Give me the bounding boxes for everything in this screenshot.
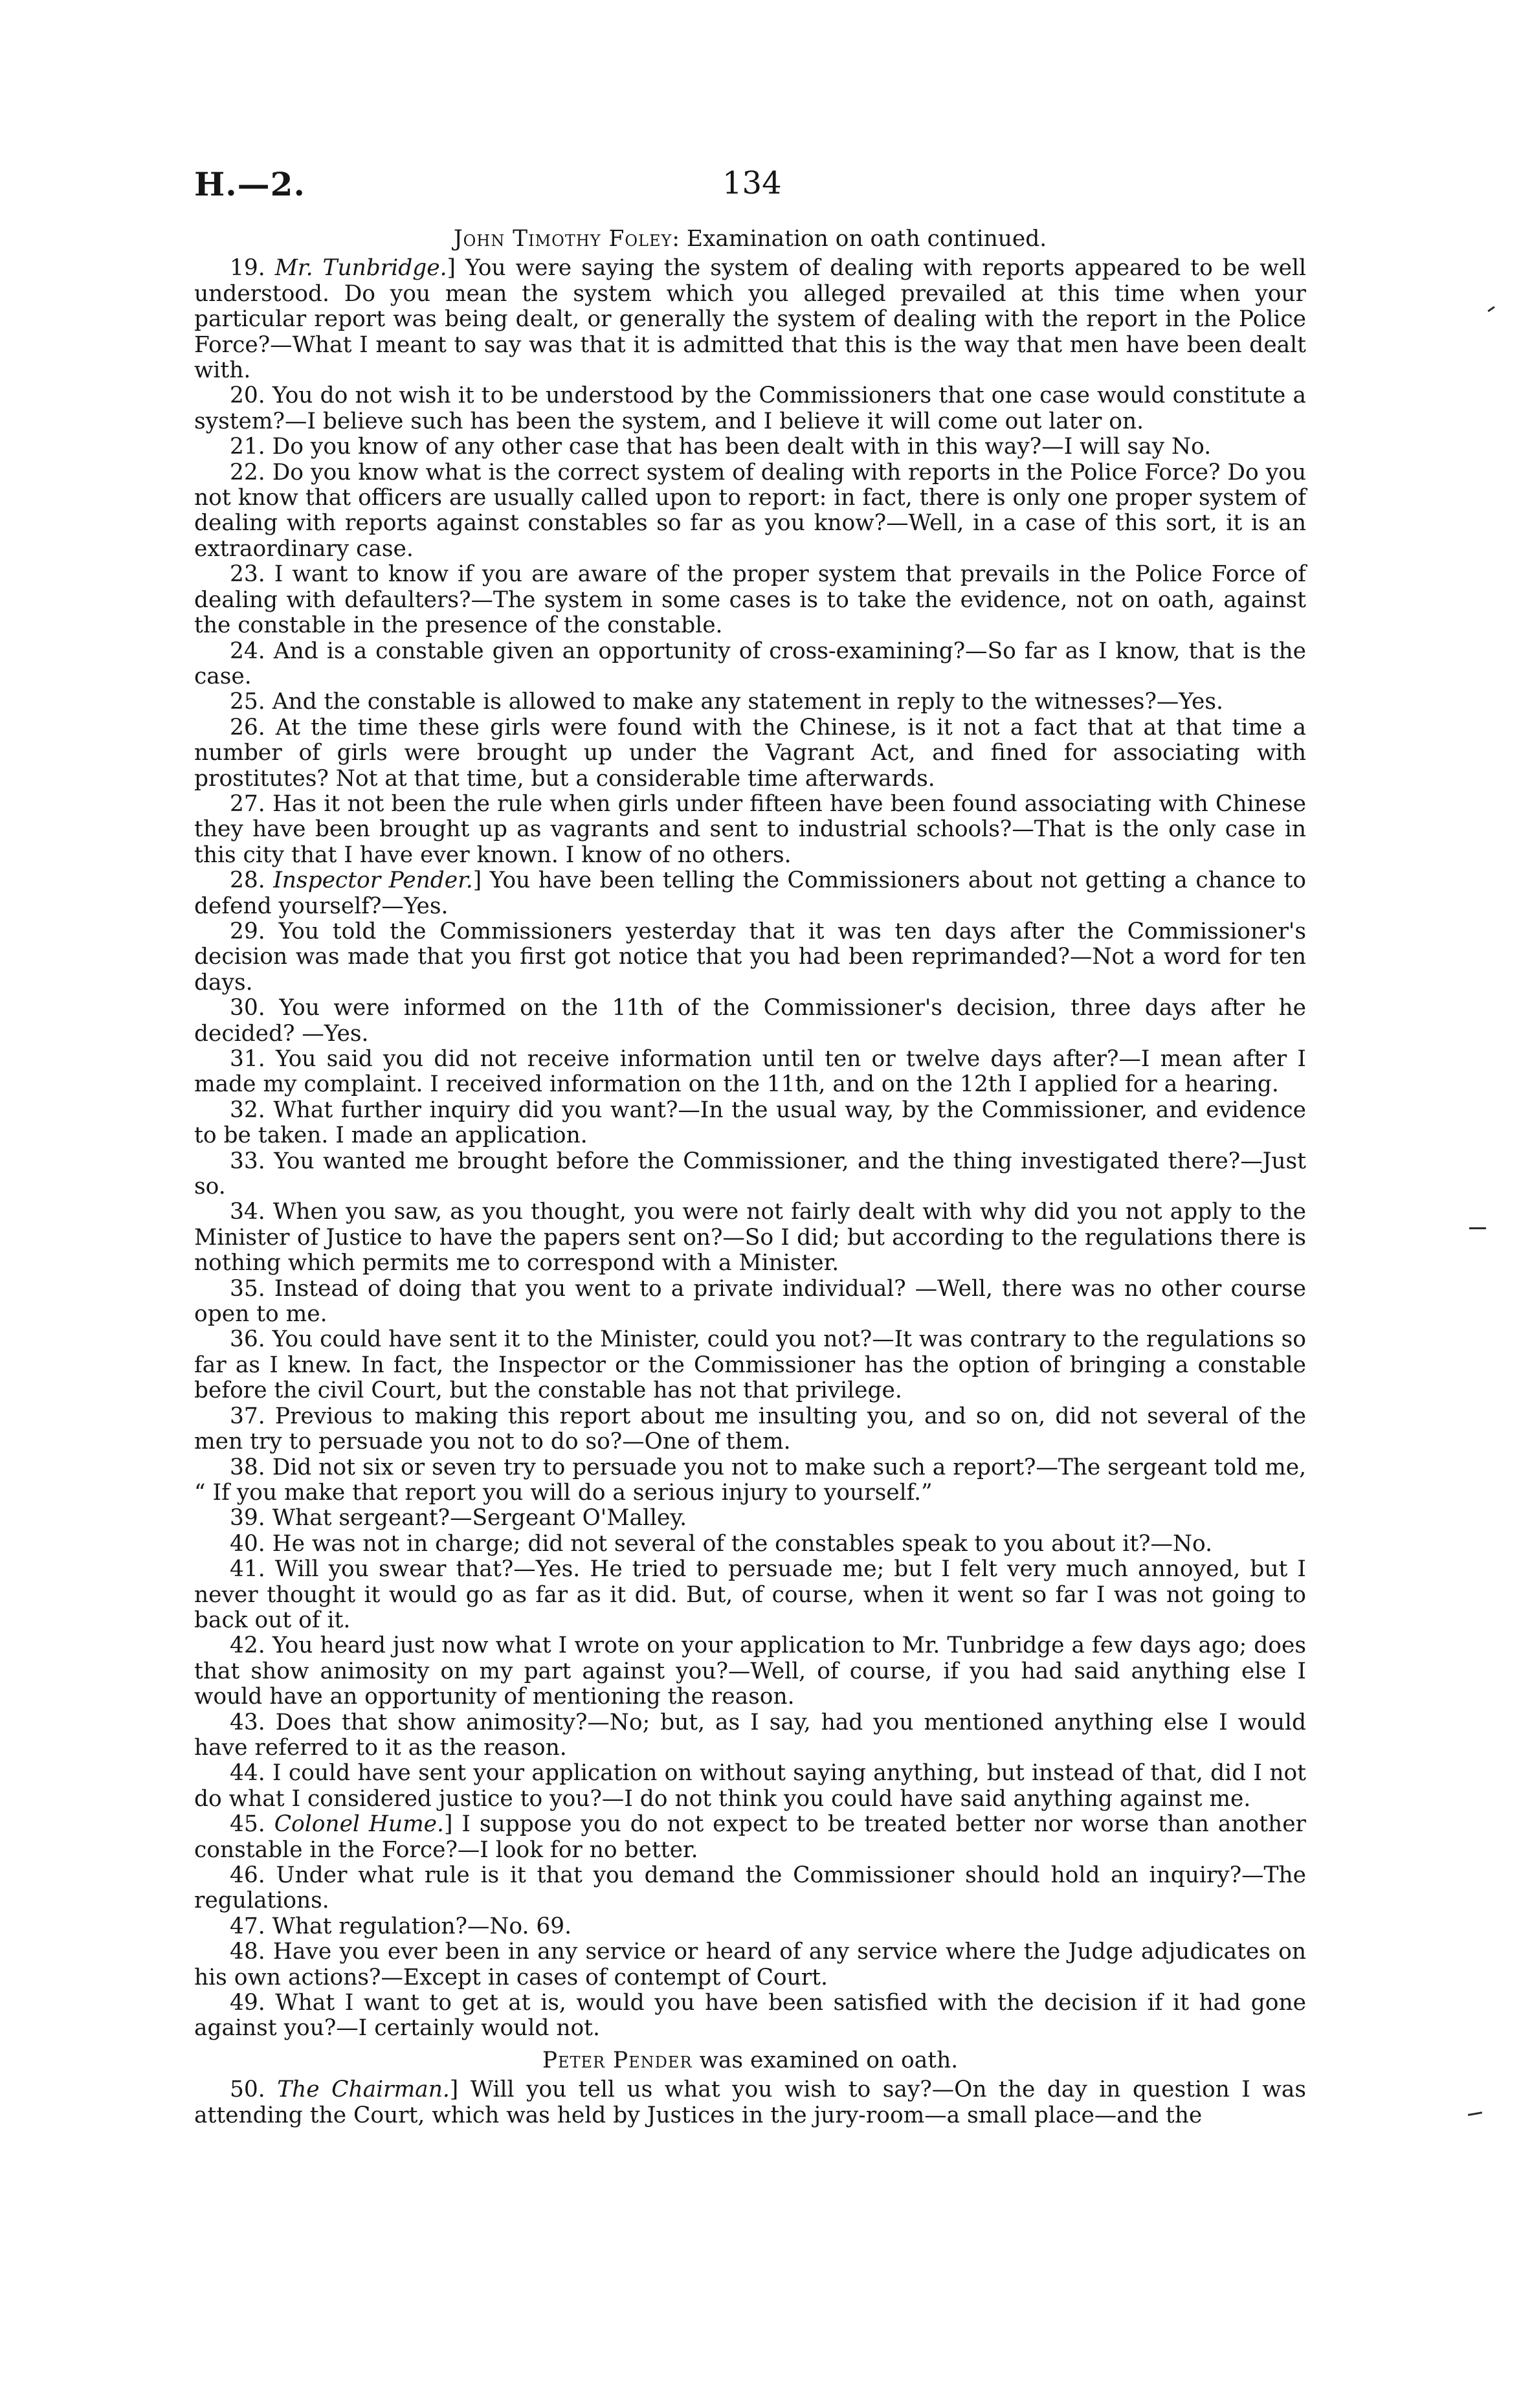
document-reference: H.—2. [194,165,305,203]
question-number: 31. [230,1046,276,1072]
question-number: 22. [230,459,272,485]
question-text: Do you know what is the correct system of dealing with reports in the Police Force? Do you not know that officers are usually called upon to report: in fact, there is only one proper system of dealing with reports against constables so far as you know?—Well, in a case of this sort, it is an extraordinary case. [194,459,1306,562]
question-number: 32. [230,1097,274,1123]
speaker-name: Inspector Pender. [273,867,473,894]
section-heading [194,2048,1306,2073]
question-text: Instead of doing that you went to a private individual? —Well, there was no other course open to me. [194,1275,1307,1328]
question-text: Will you swear that?—Yes. He tried to persuade me; but I felt very much annoyed, but I never thought it would go as far as it did. But, of course, when it went so far I was not going to back out of it. [194,1556,1306,1633]
question-text: I could have sent your application on without saying anything, but instead of that, did I not do what I considered justice to you?—I do not think you could have said anything against me. [194,1760,1306,1812]
question-paragraph [194,1276,1306,1328]
question-number: 27. [230,790,272,817]
question-paragraph [194,1199,1306,1276]
question-text: ] Will you tell us what you wish to say?—On the day in question I was attending the Court, which was held by Justices in the jury-room—a small place—and the [194,2077,1306,2128]
question-paragraph [194,1863,1306,1914]
heading-text: was examined on oath. [692,2047,959,2073]
question-paragraph [194,792,1306,868]
page-number: 134 [722,165,782,201]
question-text: Did not six or seven try to persuade you not to make such a report?—The sergeant told me, “ If you make that report you will do a serious injury to yourself.” [194,1454,1306,1506]
question-paragraph [194,1047,1306,1098]
question-text: What further inquiry did you want?—In the usual way, by the Commissioner, and evidence to be taken. I made an application. [194,1097,1306,1149]
question-text: And the constable is allowed to make any statement in reply to the witnesses?—Yes. [272,689,1223,715]
question-number: 25. [230,689,272,715]
question-text: You were informed on the 11th of the Commissioner's decision, three days after he decided? —Yes. [194,995,1307,1047]
question-text: ] I suppose you do not expect to be treated better nor worse than another constable in the Force?—I look for no better. [194,1811,1307,1863]
speaker-name: Mr. Tunbridge. [274,255,447,282]
question-number: 38. [230,1454,272,1480]
question-paragraph [194,1098,1306,1149]
question-paragraph [194,1710,1306,1761]
margin-mark [1468,2112,1482,2116]
question-text: ] You have been telling the Commissioners about not getting a chance to defend yourself?—Yes. [194,867,1306,919]
witness-name: John Timothy Foley [453,226,672,252]
question-text: I want to know if you are aware of the proper system that prevails in the Police Force of dealing with defaulters?—The system in some cases is to take the evidence, not on oath, against the constable in the presence of the constable. [194,561,1306,639]
question-number: 35. [230,1275,274,1302]
question-paragraph [194,1633,1306,1710]
question-text: Has it not been the rule when girls under fifteen have been found associating with Chinese they have been brought up as vagrants and sent to industrial schools?—That is the only case in this city that I have ever known. I know of no others. [194,790,1307,868]
question-paragraph [194,1557,1306,1633]
question-paragraph [194,639,1306,690]
question-text: You told the Commissioners yesterday that it was ten days after the Commissioner's decision was made that you first got notice that you had been reprimanded?—Not a word for ten days. [194,918,1307,996]
question-number: 41. [230,1556,275,1583]
question-number: 34. [230,1199,273,1225]
question-text: You heard just now what I wrote on your application to Mr. Tunbridge a few days ago; does that show animosity on my part against you?—Well, of course, if you had said anything else I would have an opportunity of mentioning the reason. [194,1633,1307,1710]
question-paragraph [194,256,1306,383]
question-text: He was not in charge; did not several of the constables speak to you about it?—No. [272,1530,1213,1557]
question-number: 46. [230,1862,276,1888]
question-number: 40. [230,1530,272,1557]
question-text: Have you ever been in any service or heard of any service where the Judge adjudicates on his own actions?—Except in cases of contempt of Court. [194,1939,1306,1990]
question-number: 49. [230,1990,276,2016]
question-text: You wanted me brought before the Commissioner, and the thing investigated there?—Just so. [194,1148,1306,1200]
question-number: 33. [230,1148,274,1174]
question-text: What regulation?—No. 69. [272,1913,572,1939]
question-text: And is a constable given an opportunity of cross-examining?—So far as I know, that is the case. [194,638,1307,689]
question-paragraph [194,1990,1306,2042]
question-text: What I want to get at is, would you have been satisfied with the decision if it had gone against you?—I certainly would not. [194,1990,1307,2042]
question-paragraph [194,383,1306,434]
question-paragraph [194,689,1306,715]
question-paragraph [194,1532,1306,1557]
question-paragraph [194,1761,1306,1812]
question-number: 47. [230,1913,272,1939]
speaker-name: Colonel Hume. [274,1811,444,1838]
margin-mark [1469,1227,1486,1229]
question-number: 26. [230,714,276,741]
question-text: Do you know of any other case that has been dealt with in this way?—I will say No. [272,434,1212,460]
question-number: 43. [230,1709,276,1735]
question-text: Under what rule is it that you demand the Commissioner should hold an inquiry?—The regulations. [194,1862,1307,1914]
question-paragraph [194,996,1306,1047]
question-paragraph [194,1327,1306,1403]
question-text: ] You were saying the system of dealing with reports appeared to be well understood. Do you mean the system which you alleged prevailed at this time when your particular report was being dealt, or generally the system of dealing with the report in the Police Force?—What I meant to say was that it is admitted that this is the way that men have been dealt with. [194,255,1307,384]
question-text: When you saw, as you thought, you were not fairly dealt with why did you not apply to the Minister of Justice to have the papers sent on?—So I did; but according to the regulations there is nothing which permits me to correspond with a Minister. [194,1199,1307,1276]
question-number: 29. [230,918,279,944]
speaker-name: The Chairman. [277,2077,450,2103]
question-paragraph [194,919,1306,996]
question-number: 37. [230,1403,275,1429]
question-paragraph [194,1812,1306,1863]
question-paragraph [194,1506,1306,1531]
question-paragraph [194,868,1306,919]
question-number: 36. [230,1326,272,1353]
question-text: What sergeant?—Sergeant O'Malley. [272,1505,687,1532]
question-number: 44. [230,1760,273,1787]
question-paragraph [194,562,1306,638]
question-number: 42. [230,1633,272,1659]
question-paragraph [194,1404,1306,1455]
margin-mark [1487,306,1495,312]
section-heading [194,227,1306,252]
question-text: At the time these girls were found with the Chinese, is it not a fact that at that time a number of girls were brought up under the Vagrant Act, and fined for associating with prostitutes? Not at that time, but a considerable time afterwards. [194,714,1306,792]
question-number: 21. [230,434,272,460]
question-paragraph [194,1455,1306,1506]
question-number: 20. [230,383,272,409]
document-body [194,227,1306,2128]
question-number: 19. [230,255,275,282]
question-paragraph [194,715,1306,792]
question-text: You could have sent it to the Minister, could you not?—It was contrary to the regulations so far as I knew. In fact, the Inspector or the Commissioner has the option of bringing a constable before the civil Court, but the constable has not that privilege. [194,1326,1307,1404]
question-text: You do not wish it to be understood by the Commissioners that one case would constitute a system?—I believe such has been the system, and I believe it will come out later on. [194,383,1307,434]
question-number: 39. [230,1505,272,1532]
question-paragraph [194,1939,1306,1990]
question-paragraph [194,434,1306,460]
question-text: Previous to making this report about me insulting you, and so on, did not several of the men try to persuade you not to do so?—One of them. [194,1403,1307,1455]
question-paragraph [194,460,1306,563]
question-paragraph [194,2077,1306,2128]
question-number: 30. [230,995,280,1021]
question-paragraph [194,1149,1306,1200]
question-number: 50. [230,2077,278,2103]
question-text: Does that show animosity?—No; but, as I say, had you mentioned anything else I would have referred to it as the reason. [194,1709,1306,1761]
question-number: 28. [230,867,274,894]
question-number: 24. [230,638,274,664]
question-number: 45. [230,1811,274,1838]
question-text: You said you did not receive information until ten or twelve days after?—I mean after I made my complaint. I received information on the 11th, and on the 12th I applied for a hearing. [194,1046,1307,1098]
question-number: 23. [230,561,274,588]
witness-name: Peter Pender [542,2047,693,2073]
question-paragraph [194,1914,1306,1939]
heading-text: : Examination on oath continued. [672,226,1047,252]
question-number: 48. [230,1939,273,1965]
